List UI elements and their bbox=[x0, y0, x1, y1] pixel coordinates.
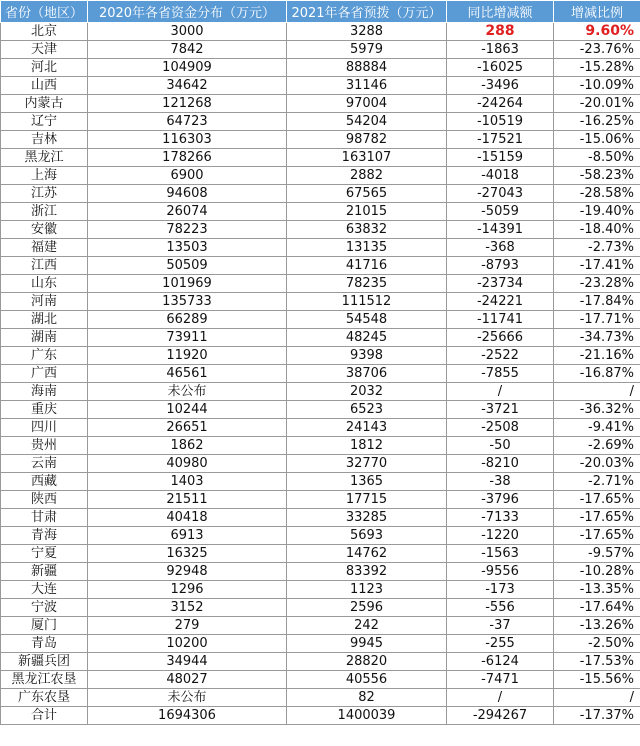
allocation-2021-cell: 88884 bbox=[287, 59, 447, 77]
funds-2020-cell: 116303 bbox=[88, 131, 287, 149]
table-row bbox=[1, 581, 640, 599]
change-amount-cell: 288 bbox=[447, 23, 554, 41]
table-row bbox=[1, 419, 640, 437]
table-row bbox=[1, 239, 640, 257]
table-row bbox=[1, 59, 640, 77]
table-row bbox=[1, 509, 640, 527]
funds-2020-cell: 11920 bbox=[88, 347, 287, 365]
province-cell: 新疆兵团 bbox=[1, 653, 88, 671]
table-row bbox=[1, 365, 640, 383]
funds-2020-cell: 135733 bbox=[88, 293, 287, 311]
funds-2020-cell: 101969 bbox=[88, 275, 287, 293]
header-2021-allocation: 2021年各省预拨（万元） bbox=[287, 1, 447, 23]
allocation-2021-cell: 1400039 bbox=[287, 707, 447, 725]
allocation-2021-cell: 6523 bbox=[287, 401, 447, 419]
table-row bbox=[1, 617, 640, 635]
change-amount-cell: -7855 bbox=[447, 365, 554, 383]
table-row bbox=[1, 311, 640, 329]
province-cell: 新疆 bbox=[1, 563, 88, 581]
allocation-2021-cell: 111512 bbox=[287, 293, 447, 311]
funds-2020-cell: 6900 bbox=[88, 167, 287, 185]
change-ratio-cell: -17.71% bbox=[554, 311, 640, 329]
table-row bbox=[1, 401, 640, 419]
table-row bbox=[1, 347, 640, 365]
allocation-2021-cell: 13135 bbox=[287, 239, 447, 257]
funds-2020-cell: 121268 bbox=[88, 95, 287, 113]
funds-2020-cell: 104909 bbox=[88, 59, 287, 77]
table-row bbox=[1, 689, 640, 707]
funds-2020-cell: 未公布 bbox=[88, 383, 287, 401]
funds-2020-cell: 34944 bbox=[88, 653, 287, 671]
change-amount-cell: -6124 bbox=[447, 653, 554, 671]
change-ratio-cell: -13.26% bbox=[554, 617, 640, 635]
table-row bbox=[1, 149, 640, 167]
funds-2020-cell: 1403 bbox=[88, 473, 287, 491]
province-cell: 河北 bbox=[1, 59, 88, 77]
allocation-2021-cell: 67565 bbox=[287, 185, 447, 203]
change-ratio-cell: -23.76% bbox=[554, 41, 640, 59]
change-amount-cell: -3796 bbox=[447, 491, 554, 509]
province-cell: 湖北 bbox=[1, 311, 88, 329]
allocation-2021-cell: 63832 bbox=[287, 221, 447, 239]
table-row bbox=[1, 383, 640, 401]
allocation-2021-cell: 5979 bbox=[287, 41, 447, 59]
province-cell: 广东农垦 bbox=[1, 689, 88, 707]
allocation-2021-cell: 40556 bbox=[287, 671, 447, 689]
change-ratio-cell: -10.28% bbox=[554, 563, 640, 581]
change-amount-cell: -3496 bbox=[447, 77, 554, 95]
allocation-2021-cell: 54204 bbox=[287, 113, 447, 131]
allocation-2021-cell: 54548 bbox=[287, 311, 447, 329]
header-province: 省份（地区） bbox=[1, 1, 88, 23]
table-row bbox=[1, 221, 640, 239]
change-ratio-cell: / bbox=[554, 383, 640, 401]
change-amount-cell: -4018 bbox=[447, 167, 554, 185]
total-row bbox=[1, 707, 640, 725]
header-2020-funds: 2020年各省资金分布（万元） bbox=[88, 1, 287, 23]
header-change-ratio: 增减比例 bbox=[554, 1, 640, 23]
allocation-2021-cell: 32770 bbox=[287, 455, 447, 473]
province-cell: 广西 bbox=[1, 365, 88, 383]
funds-2020-cell: 46561 bbox=[88, 365, 287, 383]
province-cell: 宁夏 bbox=[1, 545, 88, 563]
change-amount-cell: -23734 bbox=[447, 275, 554, 293]
change-amount-cell: -173 bbox=[447, 581, 554, 599]
funds-2020-cell: 1296 bbox=[88, 581, 287, 599]
table-row bbox=[1, 113, 640, 131]
funds-2020-cell: 48027 bbox=[88, 671, 287, 689]
province-cell: 西藏 bbox=[1, 473, 88, 491]
change-amount-cell: / bbox=[447, 383, 554, 401]
allocation-2021-cell: 9398 bbox=[287, 347, 447, 365]
allocation-2021-cell: 2032 bbox=[287, 383, 447, 401]
table-row bbox=[1, 95, 640, 113]
province-cell: 黑龙江 bbox=[1, 149, 88, 167]
allocation-2021-cell: 78235 bbox=[287, 275, 447, 293]
province-cell: 青岛 bbox=[1, 635, 88, 653]
table-row bbox=[1, 203, 640, 221]
change-ratio-cell: -23.28% bbox=[554, 275, 640, 293]
province-cell: 宁波 bbox=[1, 599, 88, 617]
province-cell: 天津 bbox=[1, 41, 88, 59]
table-row bbox=[1, 491, 640, 509]
table-row bbox=[1, 635, 640, 653]
funds-2020-cell: 94608 bbox=[88, 185, 287, 203]
allocation-2021-cell: 1123 bbox=[287, 581, 447, 599]
change-ratio-cell: -34.73% bbox=[554, 329, 640, 347]
allocation-2021-cell: 31146 bbox=[287, 77, 447, 95]
allocation-2021-cell: 83392 bbox=[287, 563, 447, 581]
table-row bbox=[1, 329, 640, 347]
change-amount-cell: -3721 bbox=[447, 401, 554, 419]
allocation-2021-cell: 5693 bbox=[287, 527, 447, 545]
funds-2020-cell: 78223 bbox=[88, 221, 287, 239]
allocation-2021-cell: 38706 bbox=[287, 365, 447, 383]
change-amount-cell: -25666 bbox=[447, 329, 554, 347]
change-ratio-cell: -16.25% bbox=[554, 113, 640, 131]
province-cell: 四川 bbox=[1, 419, 88, 437]
change-ratio-cell: -10.09% bbox=[554, 77, 640, 95]
change-amount-cell: -255 bbox=[447, 635, 554, 653]
table-row bbox=[1, 437, 640, 455]
table-row bbox=[1, 473, 640, 491]
header-row bbox=[1, 1, 640, 23]
table-row bbox=[1, 545, 640, 563]
change-ratio-cell: -36.32% bbox=[554, 401, 640, 419]
funds-2020-cell: 3000 bbox=[88, 23, 287, 41]
province-cell: 江苏 bbox=[1, 185, 88, 203]
province-cell: 湖南 bbox=[1, 329, 88, 347]
change-ratio-cell: -17.65% bbox=[554, 491, 640, 509]
funds-2020-cell: 50509 bbox=[88, 257, 287, 275]
change-ratio-cell: 9.60% bbox=[554, 23, 640, 41]
change-amount-cell: -5059 bbox=[447, 203, 554, 221]
change-ratio-cell: -17.41% bbox=[554, 257, 640, 275]
allocation-2021-cell: 28820 bbox=[287, 653, 447, 671]
change-amount-cell: -8210 bbox=[447, 455, 554, 473]
province-cell: 内蒙古 bbox=[1, 95, 88, 113]
allocation-2021-cell: 1365 bbox=[287, 473, 447, 491]
allocation-2021-cell: 163107 bbox=[287, 149, 447, 167]
funds-2020-cell: 7842 bbox=[88, 41, 287, 59]
change-ratio-cell: -17.64% bbox=[554, 599, 640, 617]
change-ratio-cell: -20.03% bbox=[554, 455, 640, 473]
change-ratio-cell: -18.40% bbox=[554, 221, 640, 239]
change-amount-cell: -2522 bbox=[447, 347, 554, 365]
change-amount-cell: -368 bbox=[447, 239, 554, 257]
change-amount-cell: -27043 bbox=[447, 185, 554, 203]
table-row bbox=[1, 167, 640, 185]
province-cell: 大连 bbox=[1, 581, 88, 599]
province-cell: 辽宁 bbox=[1, 113, 88, 131]
funds-2020-cell: 6913 bbox=[88, 527, 287, 545]
province-cell: 江西 bbox=[1, 257, 88, 275]
province-cell: 甘肃 bbox=[1, 509, 88, 527]
change-ratio-cell: -20.01% bbox=[554, 95, 640, 113]
funds-2020-cell: 64723 bbox=[88, 113, 287, 131]
funds-2020-cell: 26651 bbox=[88, 419, 287, 437]
table-row bbox=[1, 455, 640, 473]
province-cell: 山东 bbox=[1, 275, 88, 293]
change-amount-cell: -15159 bbox=[447, 149, 554, 167]
province-cell: 合计 bbox=[1, 707, 88, 725]
change-ratio-cell: -8.50% bbox=[554, 149, 640, 167]
province-cell: 山西 bbox=[1, 77, 88, 95]
change-ratio-cell: -17.65% bbox=[554, 527, 640, 545]
funds-2020-cell: 1694306 bbox=[88, 707, 287, 725]
table-row bbox=[1, 275, 640, 293]
change-amount-cell: -17521 bbox=[447, 131, 554, 149]
change-ratio-cell: -2.69% bbox=[554, 437, 640, 455]
change-amount-cell: / bbox=[447, 689, 554, 707]
change-amount-cell: -50 bbox=[447, 437, 554, 455]
allocation-2021-cell: 17715 bbox=[287, 491, 447, 509]
funds-2020-cell: 40418 bbox=[88, 509, 287, 527]
change-amount-cell: -2508 bbox=[447, 419, 554, 437]
province-cell: 广东 bbox=[1, 347, 88, 365]
funds-2020-cell: 279 bbox=[88, 617, 287, 635]
allocation-2021-cell: 1812 bbox=[287, 437, 447, 455]
change-ratio-cell: -9.41% bbox=[554, 419, 640, 437]
allocation-2021-cell: 242 bbox=[287, 617, 447, 635]
change-ratio-cell: -2.71% bbox=[554, 473, 640, 491]
funds-2020-cell: 16325 bbox=[88, 545, 287, 563]
province-cell: 云南 bbox=[1, 455, 88, 473]
change-ratio-cell: -15.06% bbox=[554, 131, 640, 149]
change-ratio-cell: -16.87% bbox=[554, 365, 640, 383]
change-amount-cell: -24264 bbox=[447, 95, 554, 113]
table-body bbox=[1, 23, 640, 725]
change-amount-cell: -38 bbox=[447, 473, 554, 491]
change-ratio-cell: -17.65% bbox=[554, 509, 640, 527]
funds-2020-cell: 178266 bbox=[88, 149, 287, 167]
funds-2020-cell: 1862 bbox=[88, 437, 287, 455]
allocation-2021-cell: 3288 bbox=[287, 23, 447, 41]
allocation-2021-cell: 41716 bbox=[287, 257, 447, 275]
change-ratio-cell: -9.57% bbox=[554, 545, 640, 563]
table-row bbox=[1, 41, 640, 59]
change-ratio-cell: -58.23% bbox=[554, 167, 640, 185]
change-amount-cell: -7133 bbox=[447, 509, 554, 527]
change-ratio-cell: -15.28% bbox=[554, 59, 640, 77]
change-amount-cell: -10519 bbox=[447, 113, 554, 131]
change-ratio-cell: -15.56% bbox=[554, 671, 640, 689]
change-amount-cell: -1220 bbox=[447, 527, 554, 545]
funds-2020-cell: 13503 bbox=[88, 239, 287, 257]
province-cell: 河南 bbox=[1, 293, 88, 311]
table-row bbox=[1, 599, 640, 617]
allocation-2021-cell: 98782 bbox=[287, 131, 447, 149]
province-cell: 重庆 bbox=[1, 401, 88, 419]
change-ratio-cell: -19.40% bbox=[554, 203, 640, 221]
table-row bbox=[1, 185, 640, 203]
funds-2020-cell: 未公布 bbox=[88, 689, 287, 707]
change-ratio-cell: / bbox=[554, 689, 640, 707]
province-cell: 浙江 bbox=[1, 203, 88, 221]
change-amount-cell: -24221 bbox=[447, 293, 554, 311]
funds-2020-cell: 10244 bbox=[88, 401, 287, 419]
funds-2020-cell: 34642 bbox=[88, 77, 287, 95]
change-amount-cell: -556 bbox=[447, 599, 554, 617]
funds-2020-cell: 3152 bbox=[88, 599, 287, 617]
change-amount-cell: -16025 bbox=[447, 59, 554, 77]
allocation-2021-cell: 14762 bbox=[287, 545, 447, 563]
change-ratio-cell: -17.37% bbox=[554, 707, 640, 725]
change-amount-cell: -14391 bbox=[447, 221, 554, 239]
table-row bbox=[1, 527, 640, 545]
province-cell: 黑龙江农垦 bbox=[1, 671, 88, 689]
table-row bbox=[1, 653, 640, 671]
change-ratio-cell: -17.84% bbox=[554, 293, 640, 311]
funds-2020-cell: 10200 bbox=[88, 635, 287, 653]
province-cell: 青海 bbox=[1, 527, 88, 545]
table-row bbox=[1, 23, 640, 41]
allocation-2021-cell: 21015 bbox=[287, 203, 447, 221]
change-ratio-cell: -2.73% bbox=[554, 239, 640, 257]
change-amount-cell: -7471 bbox=[447, 671, 554, 689]
change-amount-cell: -1863 bbox=[447, 41, 554, 59]
province-cell: 贵州 bbox=[1, 437, 88, 455]
table-row bbox=[1, 671, 640, 689]
change-amount-cell: -294267 bbox=[447, 707, 554, 725]
allocation-2021-cell: 9945 bbox=[287, 635, 447, 653]
funds-2020-cell: 73911 bbox=[88, 329, 287, 347]
allocation-2021-cell: 48245 bbox=[287, 329, 447, 347]
allocation-2021-cell: 2882 bbox=[287, 167, 447, 185]
change-ratio-cell: -2.50% bbox=[554, 635, 640, 653]
province-cell: 海南 bbox=[1, 383, 88, 401]
change-amount-cell: -37 bbox=[447, 617, 554, 635]
change-amount-cell: -9556 bbox=[447, 563, 554, 581]
allocation-2021-cell: 24143 bbox=[287, 419, 447, 437]
change-amount-cell: -1563 bbox=[447, 545, 554, 563]
funds-2020-cell: 92948 bbox=[88, 563, 287, 581]
province-cell: 福建 bbox=[1, 239, 88, 257]
funds-2020-cell: 21511 bbox=[88, 491, 287, 509]
change-ratio-cell: -13.35% bbox=[554, 581, 640, 599]
change-amount-cell: -8793 bbox=[447, 257, 554, 275]
allocation-2021-cell: 97004 bbox=[287, 95, 447, 113]
allocation-2021-cell: 2596 bbox=[287, 599, 447, 617]
change-ratio-cell: -21.16% bbox=[554, 347, 640, 365]
funds-2020-cell: 26074 bbox=[88, 203, 287, 221]
province-cell: 陕西 bbox=[1, 491, 88, 509]
allocation-2021-cell: 82 bbox=[287, 689, 447, 707]
allocation-2021-cell: 33285 bbox=[287, 509, 447, 527]
province-cell: 上海 bbox=[1, 167, 88, 185]
province-cell: 北京 bbox=[1, 23, 88, 41]
table-row bbox=[1, 293, 640, 311]
funds-2020-cell: 40980 bbox=[88, 455, 287, 473]
province-cell: 厦门 bbox=[1, 617, 88, 635]
province-cell: 安徽 bbox=[1, 221, 88, 239]
table-row bbox=[1, 131, 640, 149]
funds-2020-cell: 66289 bbox=[88, 311, 287, 329]
table-row bbox=[1, 563, 640, 581]
province-cell: 吉林 bbox=[1, 131, 88, 149]
change-ratio-cell: -28.58% bbox=[554, 185, 640, 203]
table-row bbox=[1, 77, 640, 95]
header-yoy-change: 同比增减额 bbox=[447, 1, 554, 23]
change-ratio-cell: -17.53% bbox=[554, 653, 640, 671]
table-row bbox=[1, 257, 640, 275]
change-amount-cell: -11741 bbox=[447, 311, 554, 329]
